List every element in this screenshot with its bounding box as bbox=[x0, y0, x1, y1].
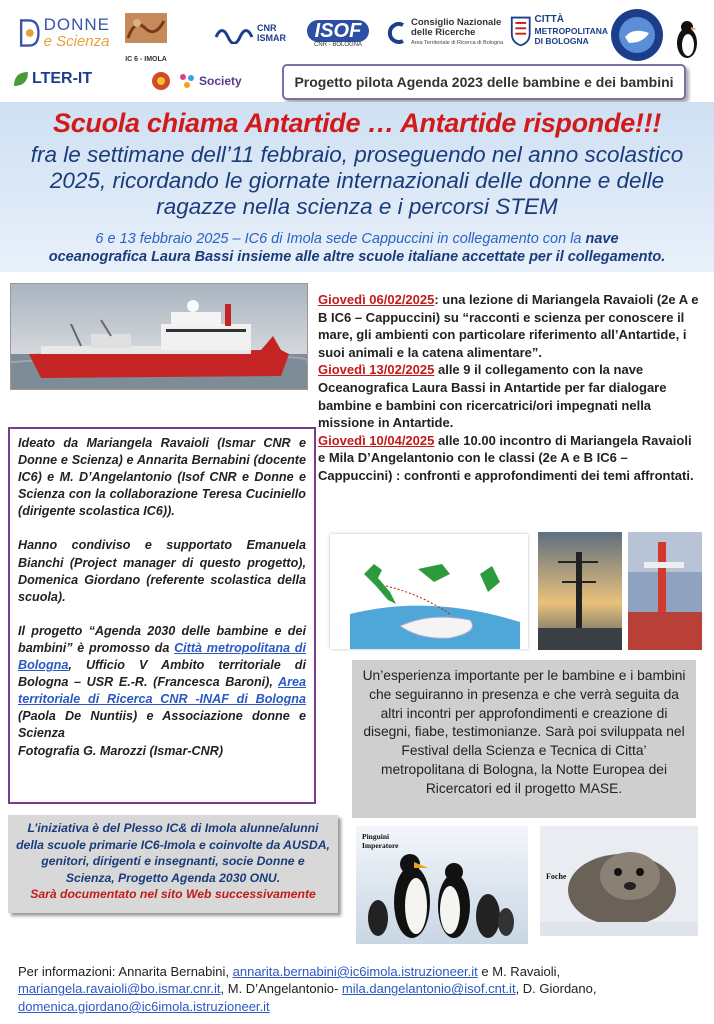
footer-text-c: , M. D’Angelantonio- bbox=[220, 981, 342, 997]
cnr-ismar-logo bbox=[210, 18, 290, 48]
citta-line2: METROPOLITANA bbox=[534, 25, 608, 36]
credits-p3-text-a: Il progetto “Agenda 2030 delle bambine e dei bambini” è promosso da bbox=[18, 623, 306, 655]
penguins-caption: Pinguini Imperatore bbox=[362, 832, 399, 850]
citta-crest-icon bbox=[510, 14, 531, 48]
donne-scienza-logo bbox=[18, 10, 110, 56]
event-date: Giovedì 06/02/2025 bbox=[318, 292, 435, 307]
initiative-box bbox=[8, 815, 338, 913]
initiative-note: Sarà documentato nel sito Web successivamente bbox=[30, 887, 316, 901]
experience-box: Un’esperienza importante per le bambine e i bambini che seguiranno in presenza e che verrà seguita da altri incontri per approfondimenti e creazione di disegni, fiabe, testimonianze. Sarà poi sviluppata nel Festival della Scienza e Tecnica di Citta’ metropolitana di Bologna, la Notte Europea dei Ricercatori ed il progetto MASE. bbox=[352, 660, 696, 818]
dates-line-1: 6 e 13 febbraio 2025 – IC6 di Imola sede Cappuccini in collegamento con la bbox=[95, 231, 582, 247]
event-item bbox=[318, 291, 702, 361]
lter-leaf-icon bbox=[12, 70, 30, 88]
citta-metropolitana-link[interactable]: Città metropolitana di Bologna bbox=[18, 640, 306, 673]
society-logo bbox=[178, 70, 274, 92]
event-text: alle 9 il collegamento con la nave Oceanografica Laura Bassi in Antartide per far dialogare bambine e bambini con ricercatrici/ori impegnati nella missione in Antartide. bbox=[318, 362, 667, 431]
italy-antarctica-map-icon bbox=[330, 534, 528, 649]
subtitle-line-1: fra le settimane dell’11 febbraio, proseguendo nel anno scolastico bbox=[30, 142, 684, 167]
research-vessel-image bbox=[11, 284, 307, 389]
dates-line bbox=[0, 230, 714, 266]
email-bernabini-link[interactable]: annarita.bernabini@ic6imola.istruzioneer.it bbox=[232, 964, 478, 979]
footer-text-d: , D. Giordano, bbox=[515, 981, 597, 997]
footer-text-a: Per informazioni: Annarita Bernabini, bbox=[18, 964, 233, 979]
initiative-text: L’iniziativa è del Plesso IC& di Imola alunne/alunni della scuole primarie IC6-Imola e coinvolte da AUSDA, genitori, dirigenti e insegnanti, socie Donne e Scienza, Progetto Agenda 2030 ONU. bbox=[16, 821, 330, 885]
penguin-logo bbox=[672, 18, 702, 60]
cnr-emblem-icon bbox=[385, 21, 407, 45]
email-giordano-link[interactable]: domenica.giordano@ic6imola.istruzioneer.it bbox=[18, 998, 270, 1014]
subtitle-line-3: ragazze nella scienza e i percorsi STEM bbox=[156, 194, 558, 219]
cnr-line3: Area Territoriale di Ricerca di Bologna bbox=[411, 40, 504, 46]
lter-it-logo bbox=[12, 66, 108, 92]
credits-box bbox=[8, 427, 316, 804]
area-ricerca-link[interactable]: Area territoriale di Ricerca CNR -INAF di Bologna bbox=[18, 675, 306, 707]
citta-line3: DI BOLOGNA bbox=[534, 36, 589, 47]
main-title: Scuola chiama Antartide … Antartide risponde!!! bbox=[53, 108, 661, 138]
donne-logo-text: DONNE bbox=[43, 15, 110, 34]
isof-name: ISOF bbox=[307, 20, 370, 42]
event-text: : una lezione di Mariangela Ravaioli (2e A e B IC6 – Cappuccini) su “racconti e scienza per conoscere il mare, gli ambienti con particolare riferimento all’Antartide, i suoi animali e la catena alimentare”. bbox=[318, 292, 699, 360]
credits-paragraph-2: Hanno condiviso e supportato Emanuela Bianchi (Project manager di questo progetto), Domenica Giordano (referente scolastica della scuola). bbox=[18, 538, 306, 604]
event-item bbox=[318, 432, 702, 485]
isof-logo bbox=[304, 17, 372, 51]
cnr-wave-icon bbox=[214, 22, 254, 44]
credits-p3-text-c: (Paola De Nuntiis) e Associazione donne e Scienza bbox=[18, 709, 306, 741]
lter-it-name: LTER-IT bbox=[32, 70, 93, 87]
event-date: Giovedì 13/02/2025 bbox=[318, 362, 435, 378]
map-image bbox=[330, 534, 528, 649]
credits-paragraph-3 bbox=[18, 623, 306, 760]
penguins-photo bbox=[356, 826, 528, 944]
antarctic-program-logo bbox=[608, 6, 666, 64]
vessel-mast-photo bbox=[628, 532, 702, 650]
email-dangelantonio-link[interactable]: mila.dangelantonio@isof.cnt.it bbox=[341, 981, 516, 997]
seal-photo bbox=[540, 826, 698, 936]
ship-deck-image bbox=[538, 532, 622, 650]
subtitle-line-2: 2025, ricordando le giornate internazionali delle donne e delle bbox=[49, 168, 665, 193]
scienza-logo-text: e Scienza bbox=[43, 33, 110, 50]
event-item bbox=[318, 361, 702, 431]
cnr-line2: delle Ricerche bbox=[411, 27, 476, 38]
seal-caption: Foche bbox=[546, 872, 567, 881]
cnr-line1: Consiglio Nazionale bbox=[411, 17, 502, 28]
photo-credit: Fotografia G. Marozzi (Ismar-CNR) bbox=[18, 743, 224, 758]
society-name: Society bbox=[199, 74, 242, 88]
email-ravaioli-link[interactable]: mariangela.ravaioli@bo.ismar.cnr.it bbox=[18, 981, 221, 997]
dates-line-2: oceanografica Laura Bassi insieme alle altre scuole italiane accettate per il collegamento. bbox=[48, 249, 666, 265]
donne-scienza-emblem-icon bbox=[18, 13, 42, 53]
events-list bbox=[318, 291, 702, 485]
ship-deck-photo bbox=[538, 532, 622, 650]
contact-footer bbox=[18, 963, 708, 1015]
ic6-drawing-icon bbox=[125, 13, 167, 43]
ship-photo bbox=[10, 283, 308, 390]
vessel-mast-image bbox=[628, 532, 702, 650]
event-text: alle 10.00 incontro di Mariangela Ravaioli e Mila D’Angelantonio con le classi (2e A e B IC6 – Cappuccini) : confronti e approfondimenti dei temi affrontati. bbox=[318, 432, 694, 483]
credits-paragraph-1: Ideato da Mariangela Ravaioli (Ismar CNR e Donne e Scienza) e Annarita Bernabini (docente IC6) e M. D’Angelantonio (Isof CNR e Donne e Scienza con la collaborazione Teresa Cuciniello (dirigente scolastica IC6)). bbox=[18, 436, 306, 519]
ic6-imola-logo bbox=[118, 8, 174, 68]
dates-line-1-bold: nave bbox=[585, 231, 619, 247]
ic6-caption: IC 6 - IMOLA bbox=[125, 56, 167, 63]
antarctic-seal-icon bbox=[609, 7, 665, 63]
citta-line1: CITTÀ bbox=[534, 14, 564, 26]
society-dots-icon bbox=[178, 72, 196, 90]
penguin-icon bbox=[674, 19, 700, 59]
citta-metropolitana-logo bbox=[510, 8, 608, 54]
cnr-ismar-line2: ISMAR bbox=[257, 33, 286, 43]
ic6-small-emblem-icon bbox=[151, 71, 171, 91]
cnr-ismar-line1: CNR bbox=[257, 23, 277, 33]
subtitle bbox=[0, 142, 714, 220]
isof-sub: CNR - BOLOGNA bbox=[313, 42, 362, 48]
seal-image bbox=[540, 826, 698, 936]
pilot-project-box: Progetto pilota Agenda 2023 delle bambine e dei bambini bbox=[282, 64, 686, 100]
footer-text-b: e M. Ravaioli, bbox=[477, 964, 561, 979]
ic6-small-logo bbox=[150, 70, 172, 92]
cnr-logo bbox=[385, 14, 513, 52]
credits-p3-text-b: , Ufficio V Ambito territoriale di Bologna – USR E.-R. (Francesca Baroni), bbox=[18, 658, 306, 690]
event-date: Giovedì 10/04/2025 bbox=[318, 432, 435, 448]
